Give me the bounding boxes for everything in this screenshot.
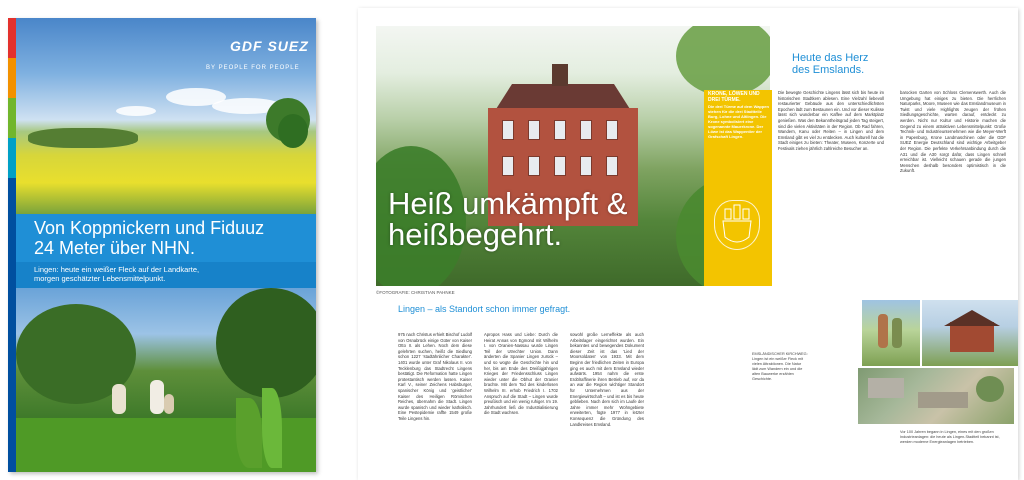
section-heading <box>792 52 932 76</box>
cover-title <box>34 218 314 258</box>
building-shape <box>918 392 968 408</box>
farmhouse-photo <box>922 300 1018 366</box>
window-shape <box>554 156 566 176</box>
sidebox-text: Die drei Türme auf dem Wappen stehen für die drei Stadtteile Burg, Lohne und Altlingen. Die Krone symbolisiert eine sogenannte Mauerkrone. Der Löwe ist das Wappentier der Grafschaft Lingen. <box>708 104 769 139</box>
photo-caption: EMSLÄNDISCHER KIRCHWEG: Lingen ist ein weißer Fleck mit vielen Attraktionen. Die Natur lädt zum Wandern ein und die alten Bauwerke erzählen Geschichte. <box>752 352 808 381</box>
hero-headline <box>388 188 708 250</box>
cover-title-line: Von Koppnickern und Fiduuz <box>34 218 265 238</box>
cyclist-shape <box>150 380 164 414</box>
tree-shape <box>216 288 316 398</box>
cover-subtitle-line: Lingen: heute ein weißer Fleck auf der Landkarte, <box>34 265 200 274</box>
text-column: Die bewegte Geschichte Lingens lässt sich bis heute im historischen Stadtkern ablesen. Eine Vielzahl liebevoll restaurierter Gebäude aus den unterschiedlichsten Epochen lädt zum Bestaunen ein. Und vor dieser Kulisse lässt sich wunderbar ein Kaffee auf dem Marktplatz genießen. Was den Bekanntheitsgrad jeden Tag steigert, sind die vielen Aktivitäten in der Region. Ob Rad fahren, Wandern, Kanu oder Reiten – in Lingen und dem Emsland gibt es viel zu entdecken. Auch kulturell hat die Stadt einiges zu bieten: Theater, Museen, Konzerte und Festivals ziehen jährlich zahlreiche Besucher an. <box>778 90 884 151</box>
cover-cyclists-photo <box>16 288 316 472</box>
sidebox-heading: KRONE, LÖWEN UND DREI TÜRME. <box>708 91 760 103</box>
hiker-shape <box>878 314 888 348</box>
roof-shape <box>944 310 1000 326</box>
cyclist-shape <box>112 384 126 414</box>
cloud-shape <box>116 106 156 116</box>
cover-color-stripe <box>8 18 16 472</box>
cyclist-shape <box>164 394 174 414</box>
tree-shape <box>976 376 1004 402</box>
hikers-photo <box>862 300 920 366</box>
window-shape <box>606 120 618 140</box>
window-shape <box>502 156 514 176</box>
text-column: barocken Garten von Schloss Clemenswerth. Auch die Umgebung hat einiges zu bieten. Die herrlichen Naturparks, Moore, Museen wie das Emslandmuseum in Twist und viele Highlights zeugen der frühen Siedlungsgeschichte, warten darauf, entdeckt zu werden. Nicht nur Kultur und Historie machen die Gegend zu einem attraktiven Lebensmittelpunkt: Große Technik- und Industrieunternehmen wie die Meyer-Werft in Papenburg, Krone Landmaschinen oder die GDF SUEZ Energie Deutschland sind wichtige Arbeitgeber der Region. Die perfekte Verkehrsanbindung durch die A31 und die A30 sorgt dafür, dass Lingen schnell erreichbar ist. Vielleicht schauen gerade die jungen Menschen deshalb besonders optimistisch in die Zukunft. <box>900 90 1006 174</box>
aerial-industry-photo <box>858 368 1014 424</box>
window-shape <box>606 156 618 176</box>
building-shape <box>868 378 904 398</box>
text-column: 975 nach Christus erhielt Bischof Ludolf von Osnabrück einige Güter von Kaiser Otto II. als Lehen. Noch dem diese gelehrten suchen, heißt die Siedlung schon 1227 'stadtähnlicher Charakter'. 1401 wurde unter Graf Nikolaus II. von Tecklenburg das Stadtrecht Lingens bestätigt. Die Reformation hatte Lingen protestantisch werden lassen. Kaiser Karl V., seiner Zeichens Habsburger, spanischer König und 'geistlicher' Kaiser des Heiligen Römischen Reiches, übernahm die Stadt. Lingen wurde spanisch und wieder katholisch. Eine Pestepidemie raffte 1549 große Teile Lingens hin. <box>398 332 472 421</box>
company-logo: GDF SUEZ <box>230 38 309 54</box>
text-column: sowohl große Lerneffekte als auch Arbeitslager eingerichtet wurden. Ein bekanntes und bewegendes Dokument dieser Zeit ist das 'Lied der Moorsoldaten' von 1933. Mit dem Beginn der friedlichen Zeiten in Europa ging es auch mit dem Emsland wieder aufwärts. 1954 nahm die erste Erdölraffinerie ihren Betrieb auf, vor da an war die Region wichtiger Standort für Unternehmen aus der Energiewirtschaft – und ist es bis heute geblieben. Nach dem sich im Laufe der Jahre immer mehr Wohngebiete erweiterten, fügte 1977 in letzter Konsequenz die Gründung des Landkreises Emsland. <box>570 332 644 427</box>
hiker-shape <box>892 318 902 348</box>
grass-blade-shape <box>236 398 262 468</box>
logo-tagline: BY PEOPLE FOR PEOPLE <box>206 65 300 71</box>
window-shape <box>502 120 514 140</box>
cover-subtitle-line: morgen geschätzter Lebensmittelpunkt. <box>34 274 166 283</box>
grass-blade-shape <box>262 388 282 468</box>
photo-credit: ©FOTOGRAFIE: CHRISTIAN PAHNKE <box>376 290 455 295</box>
section-heading-line: des Emslands. <box>792 64 865 76</box>
hero-headline-line: heißbegehrt. <box>388 217 563 252</box>
window-shape <box>528 156 540 176</box>
cover-subtitle <box>34 265 304 283</box>
cover-title-line: 24 Meter über NHN. <box>34 238 196 258</box>
window-shape <box>580 156 592 176</box>
photo-caption: Vor 100 Jahren begann in Lingen, eines mit den großen Industrieanlagen: die heute als Lingen-Stadtteil bekannt ist, werden moderne Energieanlagen betrieben. <box>900 430 1000 444</box>
hero-headline-line: Heiß umkämpft & <box>388 186 628 221</box>
lower-section-heading: Lingen – als Standort schon immer gefragt. <box>398 304 571 314</box>
window-shape <box>528 120 540 140</box>
section-heading-line: Heute das Herz <box>792 52 869 64</box>
window-shape <box>580 120 592 140</box>
house-shape <box>950 322 994 352</box>
foreground-leaves <box>676 26 770 96</box>
coat-of-arms-icon <box>714 200 760 250</box>
chateau-lantern <box>552 64 568 86</box>
treeline-shape <box>28 128 138 148</box>
text-column: Apropos Hass und Liebe: Durch die Heirat Annas von Egmond mit Wilhelm I. von Oranien-Nassau wurde Lingen Teil der Utrechter Union. Dann änderten die Spanier Lingen zurück – und so wogte die Geschichte hin und her, bis am Ende des Dreißigjährigen Krieges der Friedensschluss Lingen wieder unter die Obhut der Oranier brachte. Mit dem Tod des kinderlosen Wilhelm III. erhob Friedrich I. 1702 Anspruch auf die Stadt – Lingen wurde preußisch und ein wenig ruhiger. Im 19. Jahrhundert ließ die Industrialisierung die Stadt wachsen. <box>484 332 558 416</box>
tree-shape <box>278 114 308 148</box>
window-shape <box>554 120 566 140</box>
